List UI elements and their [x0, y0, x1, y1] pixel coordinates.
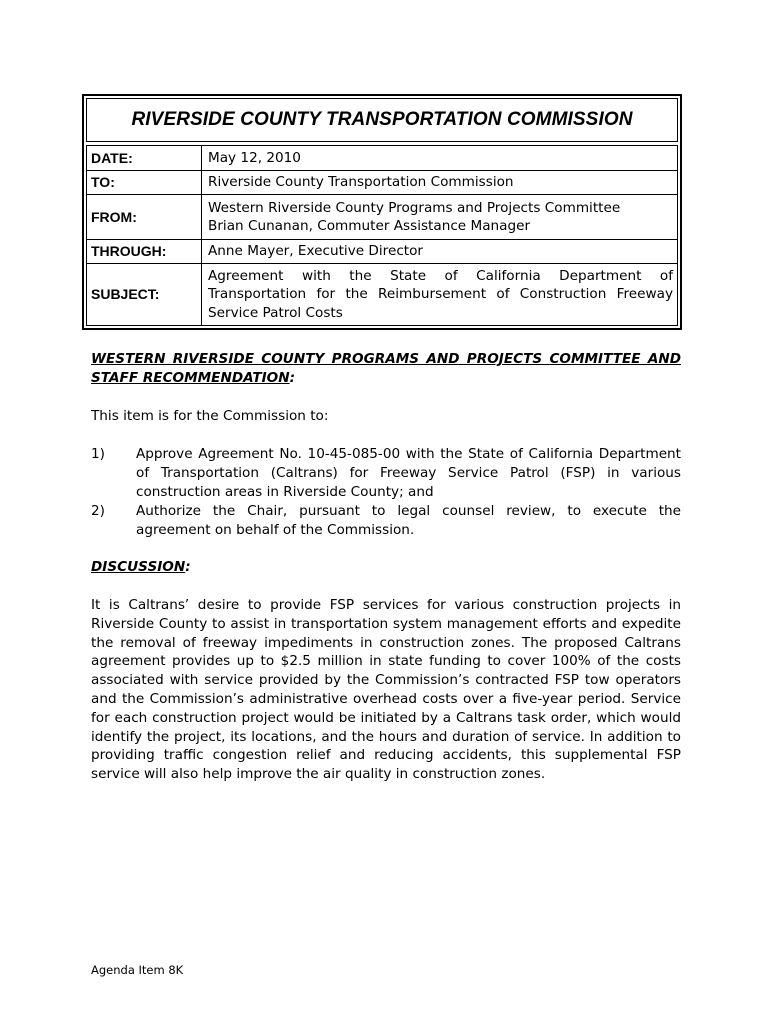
subject-label: SUBJECT:	[87, 264, 202, 326]
to-label: TO:	[87, 171, 202, 195]
recommendation-intro: This item is for the Commission to:	[91, 408, 329, 424]
memo-header-table	[86, 145, 678, 326]
memo-row-subject	[87, 264, 678, 326]
discussion-heading-text: DISCUSSION	[91, 559, 186, 575]
from-value	[202, 195, 678, 240]
memo-row-from	[87, 195, 678, 240]
discussion-heading-colon: :	[185, 559, 191, 575]
memo-title: RIVERSIDE COUNTY TRANSPORTATION COMMISSION	[86, 98, 678, 142]
discussion-heading	[91, 558, 681, 577]
list-item-number: 2)	[91, 503, 105, 519]
memo-header-box	[82, 94, 682, 330]
date-label: DATE:	[87, 146, 202, 171]
list-item-text: Approve Agreement No. 10-45-085-00 with the State of California Department of Transportation (Caltrans) for Freeway Service Patrol (FSP) in various construction areas in Riverside County; and	[136, 446, 681, 500]
recommendation-section	[91, 350, 681, 388]
through-label: THROUGH:	[87, 240, 202, 264]
through-value: Anne Mayer, Executive Director	[202, 240, 678, 264]
from-line-committee: Western Riverside County Programs and Projects Committee	[208, 199, 621, 216]
memo-row-date	[87, 146, 678, 171]
date-value: May 12, 2010	[202, 146, 678, 171]
recommendation-heading-colon: :	[289, 369, 296, 386]
list-item	[91, 445, 681, 502]
memo-row-to	[87, 171, 678, 195]
to-value: Riverside County Transportation Commission	[202, 171, 678, 195]
memo-row-through	[87, 240, 678, 264]
recommendation-heading	[91, 350, 681, 388]
from-label: FROM:	[87, 195, 202, 240]
discussion-paragraph: It is Caltrans’ desire to provide FSP services for various construction projects in Riverside County to assist in transportation system management efforts and expedite the removal of freeway impediments in construction zones. The proposed Caltrans agreement provides up to $2.5 million in state funding to cover 100% of the costs associated with service provided by the Commission’s contracted FSP tow operators and the Commission’s administrative overhead costs over a five-year period. Service for each construction project would be initiated by a Caltrans task order, which would identify the project, its locations, and the hours and duration of service. In addition to providing traffic congestion relief and reducing accidents, this supplemental FSP service will also help improve the air quality in construction zones.	[91, 597, 681, 783]
recommendation-heading-text: WESTERN RIVERSIDE COUNTY PROGRAMS AND PROJECTS COMMITTEE AND STAFF RECOMMENDATION	[91, 351, 681, 386]
recommendation-list	[91, 445, 681, 540]
list-item-text: Authorize the Chair, pursuant to legal counsel review, to execute the agreement on behalf of the Commission.	[136, 503, 681, 538]
subject-value: Agreement with the State of California Department of Transportation for the Reimbursement of Construction Freeway Service Patrol Costs	[202, 264, 678, 326]
list-item-number: 1)	[91, 446, 105, 462]
discussion-heading-wrap	[91, 558, 681, 577]
list-item	[91, 502, 681, 540]
from-line-author: Brian Cunanan, Commuter Assistance Manager	[208, 218, 531, 234]
agenda-item-footer: Agenda Item 8K	[91, 963, 184, 977]
